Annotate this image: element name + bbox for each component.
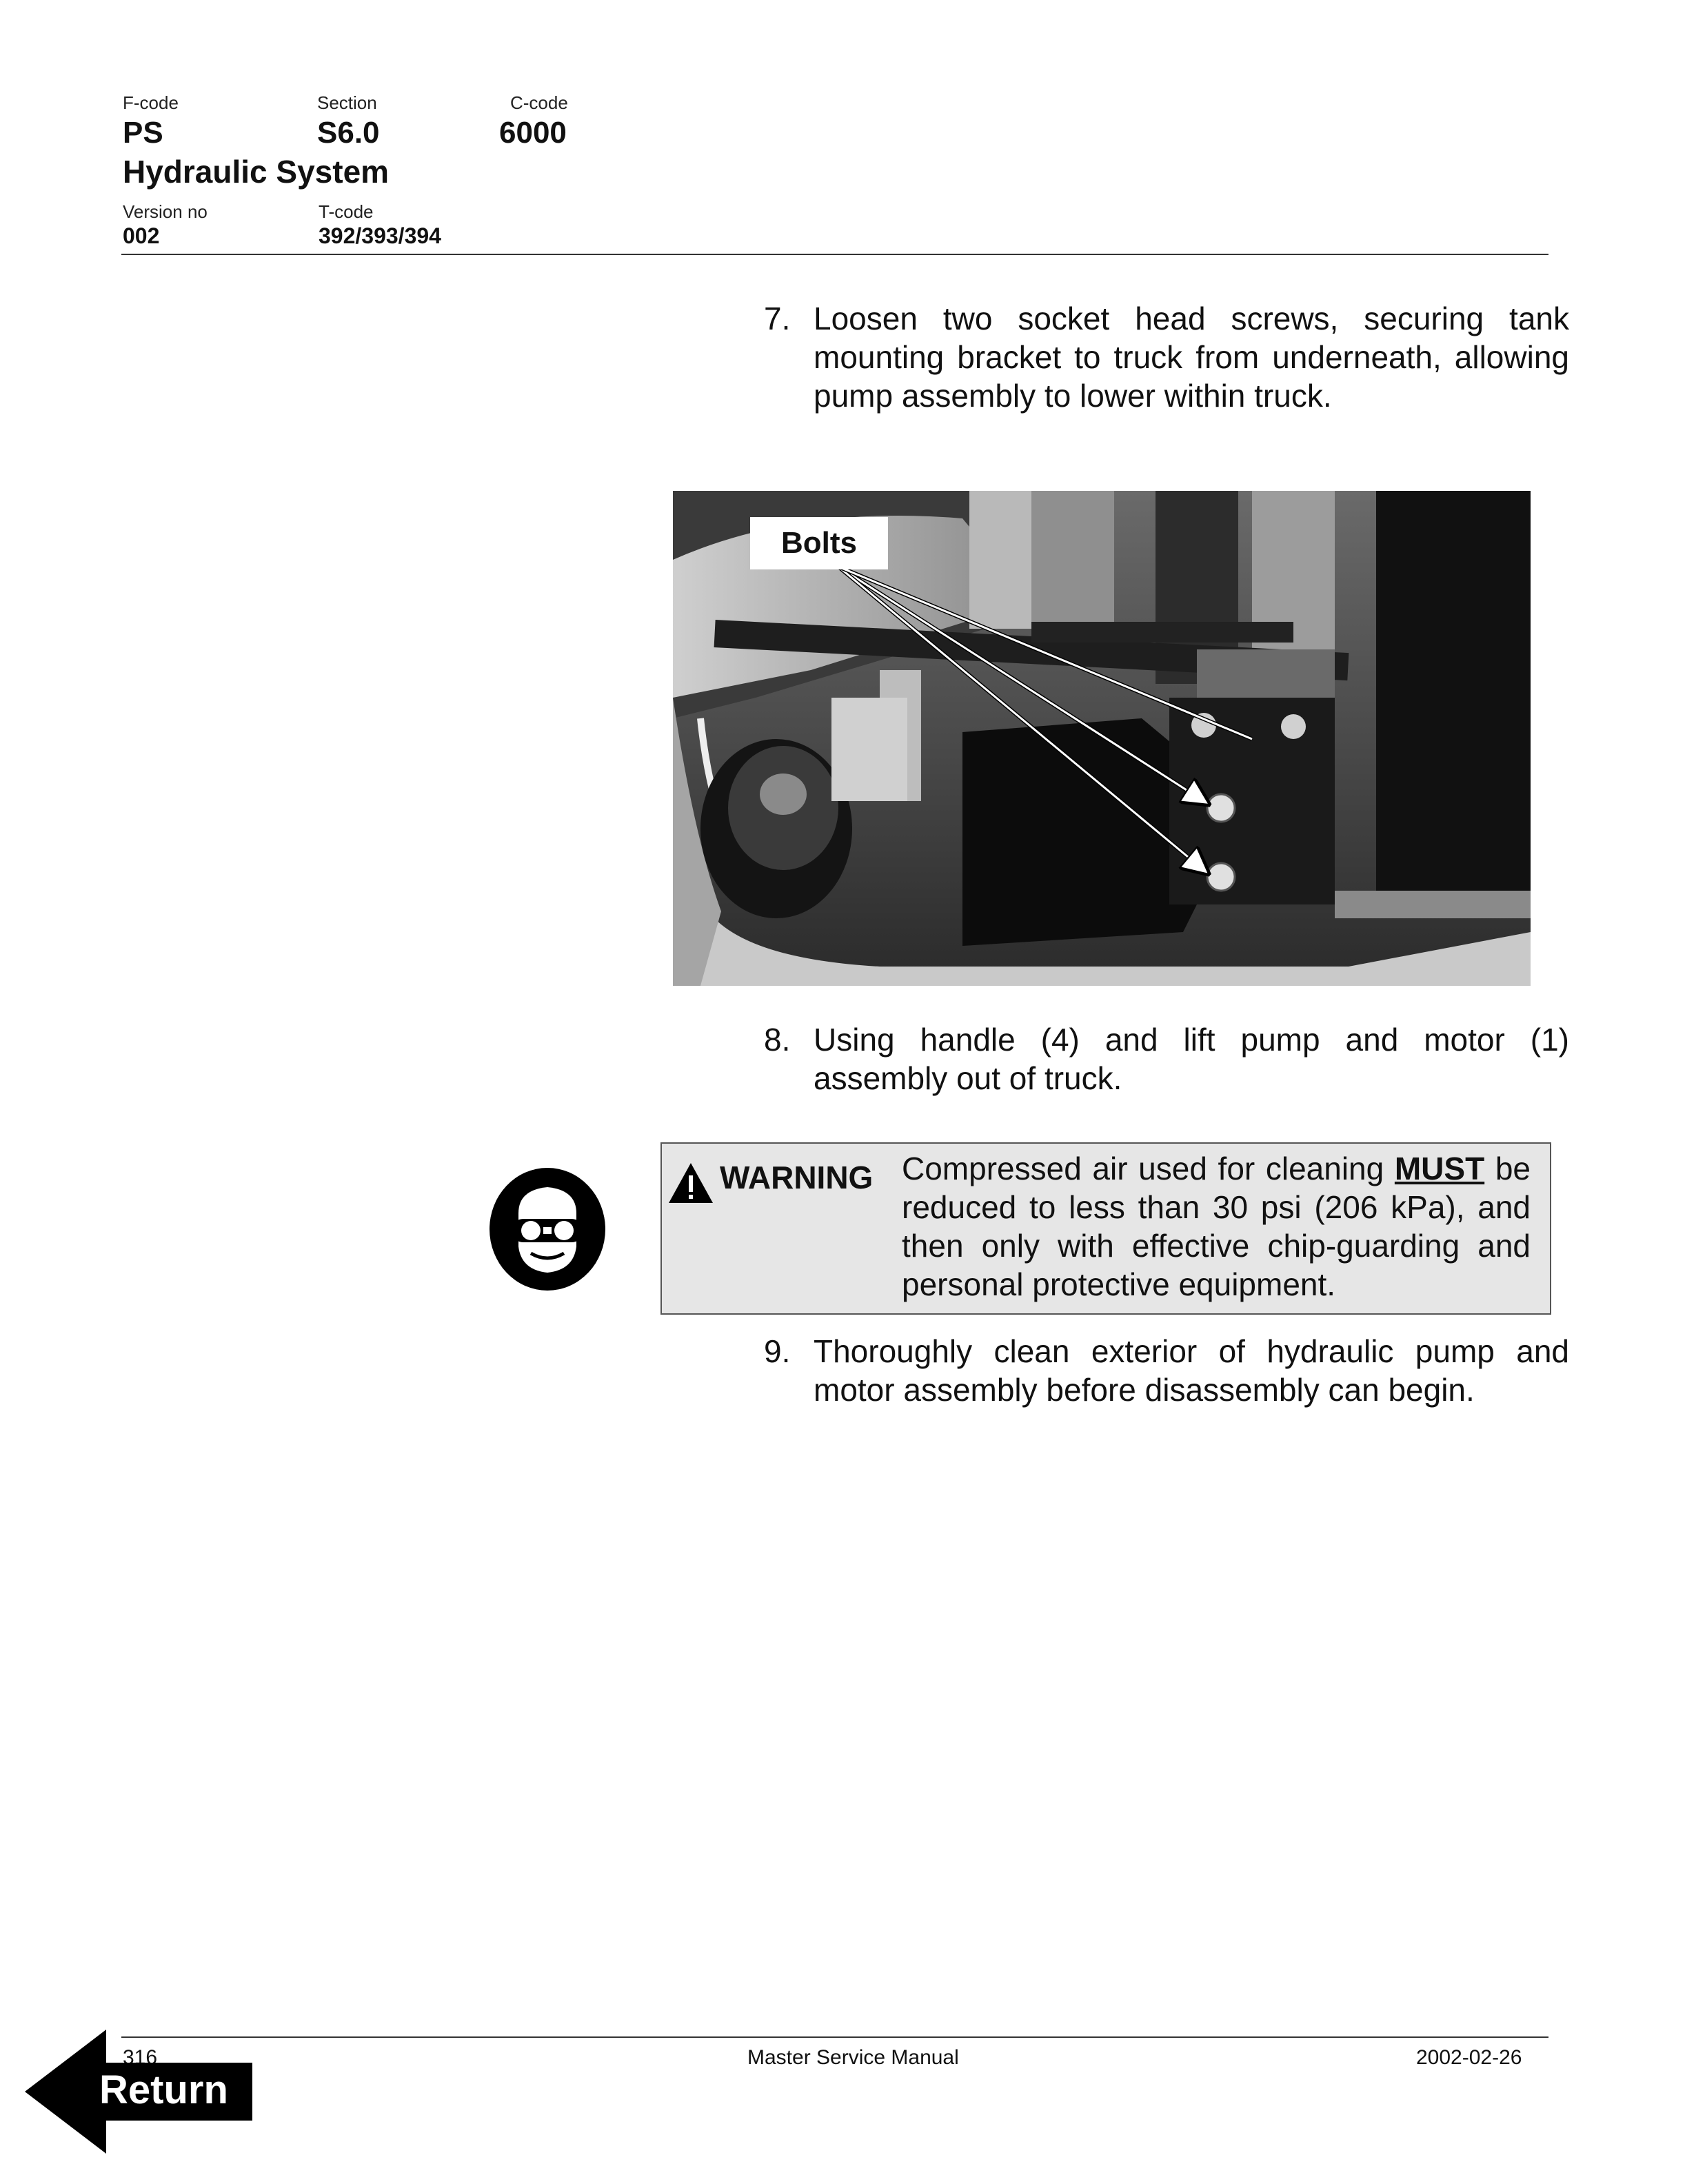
- step-number: 7.: [764, 301, 791, 336]
- tcode-label: T-code: [319, 201, 374, 222]
- return-label: Return: [99, 2067, 228, 2112]
- step-number: 8.: [764, 1022, 791, 1058]
- bolts-photo: [673, 491, 1531, 986]
- version-label: Version no: [123, 201, 208, 222]
- manual-title: Master Service Manual: [747, 2046, 959, 2069]
- warning-heading: WARNING: [720, 1160, 874, 1195]
- return-button[interactable]: [25, 2030, 252, 2154]
- section-value: S6.0: [317, 116, 380, 150]
- warning-text-start: Compressed air used for cleaning: [902, 1151, 1384, 1186]
- step-text: Thoroughly clean exterior of hydraulic pump and motor assembly before disassembly can begin.: [814, 1333, 1569, 1408]
- ccode-label: C-code: [510, 92, 568, 113]
- tcode-value: 392/393/394: [319, 223, 441, 248]
- step-7: [764, 299, 1569, 415]
- header-rule: [121, 254, 1548, 255]
- warning-triangle-icon: [667, 1162, 714, 1204]
- ccode-value: 6000: [499, 116, 567, 150]
- warning-box: [660, 1142, 1551, 1315]
- fcode-value: PS: [123, 116, 163, 150]
- step-8: [764, 1020, 1569, 1098]
- bolts-label: Bolts: [750, 517, 888, 569]
- version-value: 002: [123, 223, 160, 248]
- warning-emphasis: MUST: [1394, 1151, 1485, 1186]
- page-number: 316: [123, 2046, 158, 2069]
- footer-rule: [121, 2036, 1548, 2038]
- step-9: [764, 1332, 1569, 1409]
- step-text: Loosen two socket head screws, securing tank mounting bracket to truck from underneath, allowing pump assembly to lower within truck.: [814, 301, 1569, 414]
- step-text: Using handle (4) and lift pump and motor (1) assembly out of truck.: [814, 1022, 1569, 1096]
- fcode-label: F-code: [123, 92, 179, 113]
- footer-date: 2002-02-26: [1416, 2046, 1522, 2069]
- warning-text: [902, 1149, 1531, 1304]
- warning-text-end: be reduced to less than 30 psi (206 kPa), and then only with effective chip-guarding and personal protective equipment.: [902, 1151, 1531, 1302]
- step-number: 9.: [764, 1333, 791, 1369]
- safety-goggles-icon: [488, 1166, 607, 1292]
- section-label: Section: [317, 92, 377, 113]
- section-title: Hydraulic System: [123, 154, 390, 190]
